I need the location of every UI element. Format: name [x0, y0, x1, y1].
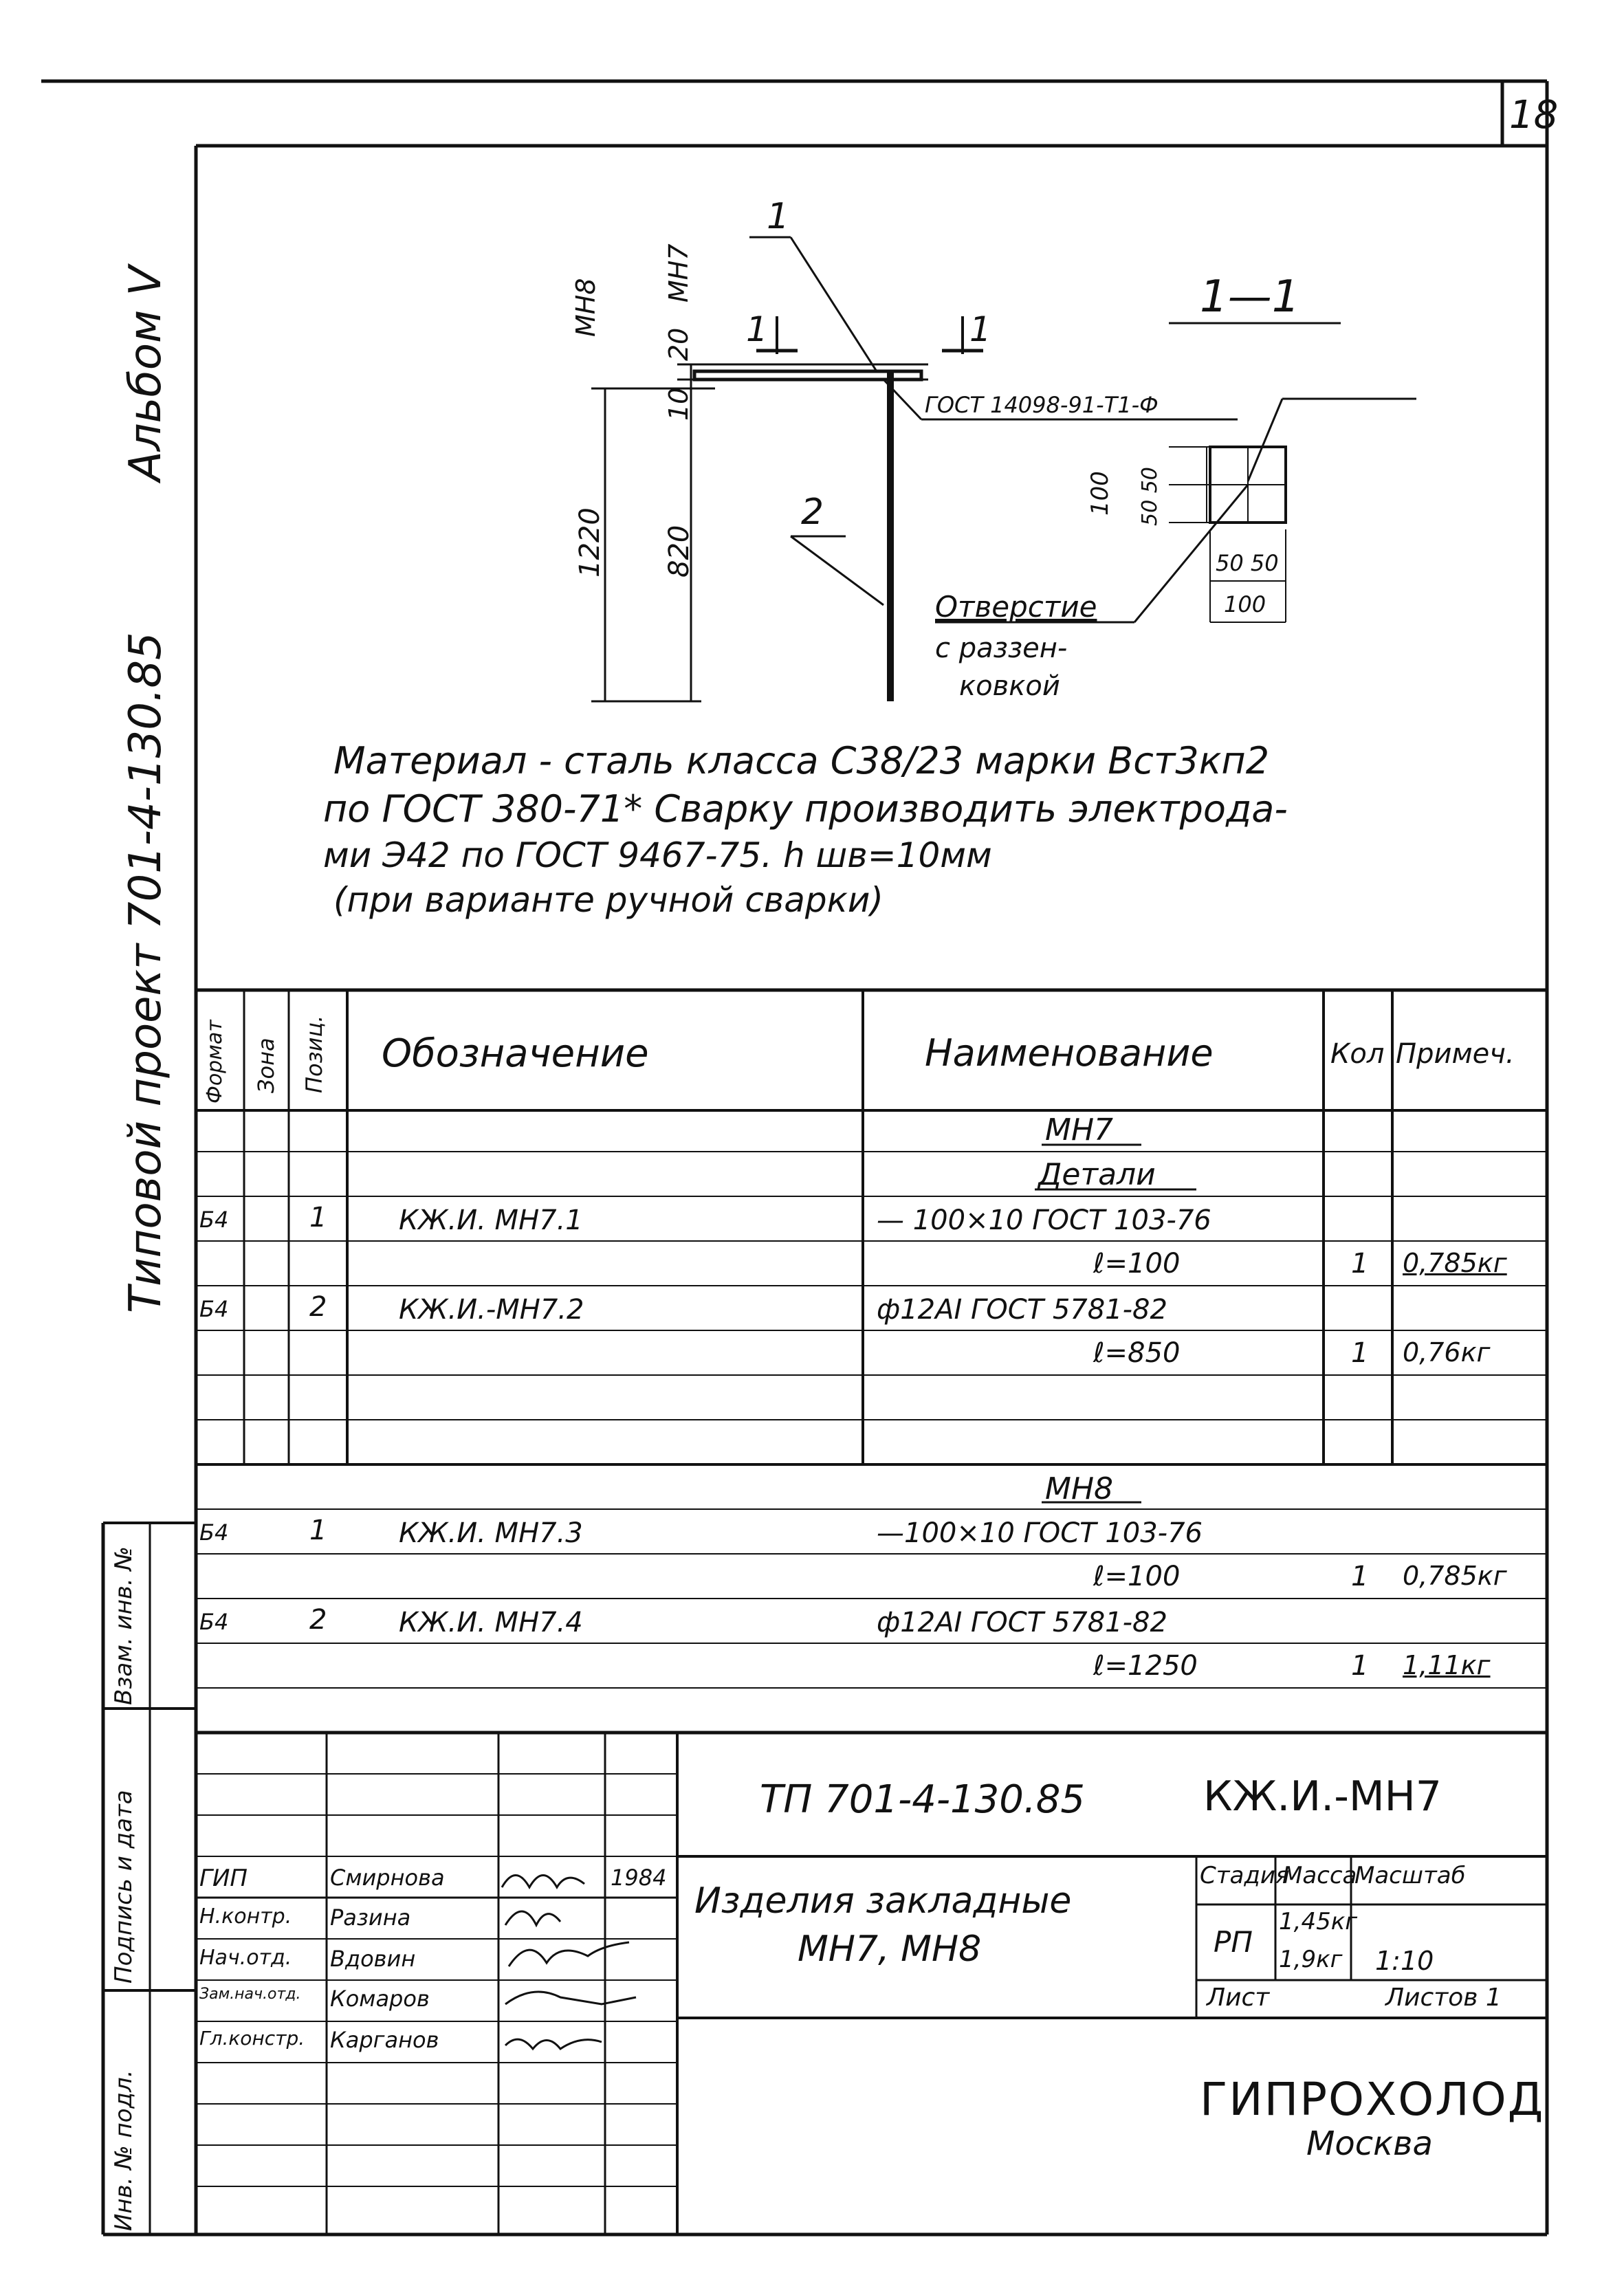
dim-mh7: МН7	[663, 243, 694, 303]
hole-note-3: ковкой	[959, 670, 1060, 702]
album-label: Альбом V	[120, 265, 171, 481]
dim-10: 10	[663, 387, 694, 421]
signer-name-3: Комаров	[330, 1986, 430, 2012]
hdr-zone: Зона	[253, 1037, 279, 1093]
row-10-note: 1,11кг	[1403, 1650, 1491, 1680]
row-3-note: 0,785кг	[1403, 1248, 1507, 1278]
row-6-name: МН8	[1045, 1471, 1114, 1506]
row-5-note: 0,76кг	[1403, 1337, 1491, 1368]
sheets-label: Листов 1	[1385, 1984, 1502, 2012]
row-9-name: ф12АI ГОСТ 5781-82	[877, 1607, 1167, 1638]
note-line-1: Материал - сталь класса С38/23 марки Вст3кп2	[333, 739, 1270, 782]
note-line-3: ми Э42 по ГОСТ 9467-75. h шв=10мм	[323, 835, 992, 875]
note-line-2: по ГОСТ 380-71* Сварку производить электрода-	[323, 787, 1288, 831]
hole-note-2: с раззен-	[935, 633, 1068, 664]
stamp-label-1: Взам. инв. №	[110, 1546, 138, 1705]
signer-role-1: Н.контр.	[199, 1904, 292, 1929]
row-7-pos: 1	[309, 1515, 327, 1546]
signer-role-3: Зам.нач.отд.	[199, 1986, 301, 2003]
project-label: Типовой проект 701-4-130.85	[120, 632, 171, 1313]
stage-label: Стадия	[1200, 1862, 1290, 1889]
mass-label: Масса	[1282, 1862, 1357, 1889]
org-city: Москва	[1306, 2124, 1433, 2163]
org-name: ГИПРОХОЛОД	[1200, 2073, 1545, 2126]
row-7-name: —100×10 ГОСТ 103-76	[877, 1517, 1203, 1549]
section-title: 1—1	[1200, 272, 1300, 322]
row-7-des: КЖ.И. МН7.3	[399, 1517, 583, 1549]
mass-value-2: 1,9кг	[1279, 1946, 1343, 1973]
dim-820: 820	[663, 525, 695, 578]
row-9-fmt: Б4	[199, 1609, 229, 1635]
row-1-name: Детали	[1038, 1157, 1156, 1192]
row-4-fmt: Б4	[199, 1296, 229, 1322]
dim-20: 20	[663, 327, 694, 361]
section-mark-left: 1	[746, 309, 768, 349]
row-5-name: ℓ=850	[1093, 1337, 1181, 1369]
sec-dim-5050-h: 50 50	[1216, 550, 1279, 576]
title-doc: КЖ.И.-МН7	[1203, 1772, 1442, 1821]
row-2-pos: 1	[309, 1202, 327, 1233]
signer-name-0: Смирнова	[330, 1865, 445, 1891]
mass-value-1: 1,45кг	[1279, 1908, 1358, 1935]
row-9-pos: 2	[309, 1604, 327, 1636]
row-8-qty: 1	[1351, 1561, 1369, 1592]
title-line-2: МН7, МН8	[798, 1929, 982, 1970]
row-10-qty: 1	[1351, 1650, 1369, 1682]
dim-1220: 1220	[574, 507, 606, 578]
sec-dim-5050-v: 50 50	[1138, 467, 1162, 526]
scale-value: 1:10	[1375, 1946, 1434, 1976]
signer-role-2: Нач.отд.	[199, 1946, 292, 1970]
signer-name-2: Вдовин	[330, 1946, 416, 1972]
row-5-qty: 1	[1351, 1337, 1369, 1369]
hdr-name: Наименование	[925, 1031, 1214, 1075]
row-8-note: 0,785кг	[1403, 1561, 1507, 1591]
stamp-label-2: Подпись и дата	[110, 1790, 138, 1984]
stamp-label-3: Инв. № подл.	[110, 2069, 138, 2231]
signer-role-0: ГИП	[199, 1865, 248, 1892]
title-code: ТП 701-4-130.85	[760, 1777, 1085, 1822]
row-2-fmt: Б4	[199, 1207, 229, 1233]
row-8-name: ℓ=100	[1093, 1561, 1181, 1592]
row-4-des: КЖ.И.-МН7.2	[399, 1294, 584, 1326]
signer-year-0: 1984	[611, 1865, 667, 1891]
sec-dim-100-v: 100	[1086, 471, 1114, 516]
row-7-fmt: Б4	[199, 1519, 229, 1546]
hdr-note: Примеч.	[1396, 1038, 1515, 1070]
pos-1-label: 1	[767, 196, 790, 237]
row-4-name: ф12АI ГОСТ 5781-82	[877, 1294, 1167, 1326]
sheet-number: 18	[1509, 93, 1559, 138]
hdr-format: Формат	[203, 1020, 227, 1103]
stage-value: РП	[1214, 1925, 1253, 1959]
title-line-1: Изделия закладные	[694, 1880, 1072, 1922]
section-mark-right: 1	[969, 309, 991, 349]
row-3-qty: 1	[1351, 1248, 1369, 1280]
row-4-pos: 2	[309, 1291, 327, 1323]
signer-name-4: Карганов	[330, 2027, 439, 2053]
pos-2-label: 2	[801, 492, 824, 533]
row-9-des: КЖ.И. МН7.4	[399, 1607, 583, 1638]
hdr-pos: Позиц.	[301, 1015, 327, 1093]
hdr-designation: Обозначение	[382, 1031, 649, 1076]
row-0-name: МН7	[1045, 1112, 1114, 1148]
row-3-name: ℓ=100	[1093, 1248, 1181, 1280]
note-line-4: (при варианте ручной сварки)	[333, 880, 884, 920]
hdr-qty: Кол	[1330, 1038, 1385, 1070]
sheet-label: Лист	[1207, 1984, 1270, 2012]
dim-mh8: МН8	[571, 278, 601, 337]
hole-note-1: Отверстие	[935, 590, 1097, 624]
scale-label: Масштаб	[1354, 1862, 1466, 1889]
row-2-name: — 100×10 ГОСТ 103-76	[877, 1205, 1211, 1236]
signer-name-1: Разина	[330, 1904, 411, 1931]
row-10-name: ℓ=1250	[1093, 1650, 1198, 1682]
sec-dim-100-h: 100	[1224, 591, 1266, 617]
row-2-des: КЖ.И. МН7.1	[399, 1205, 583, 1236]
signer-role-4: Гл.констр.	[199, 2027, 305, 2050]
weld-gost-label: ГОСТ 14098-91-Т1-Ф	[925, 392, 1159, 418]
